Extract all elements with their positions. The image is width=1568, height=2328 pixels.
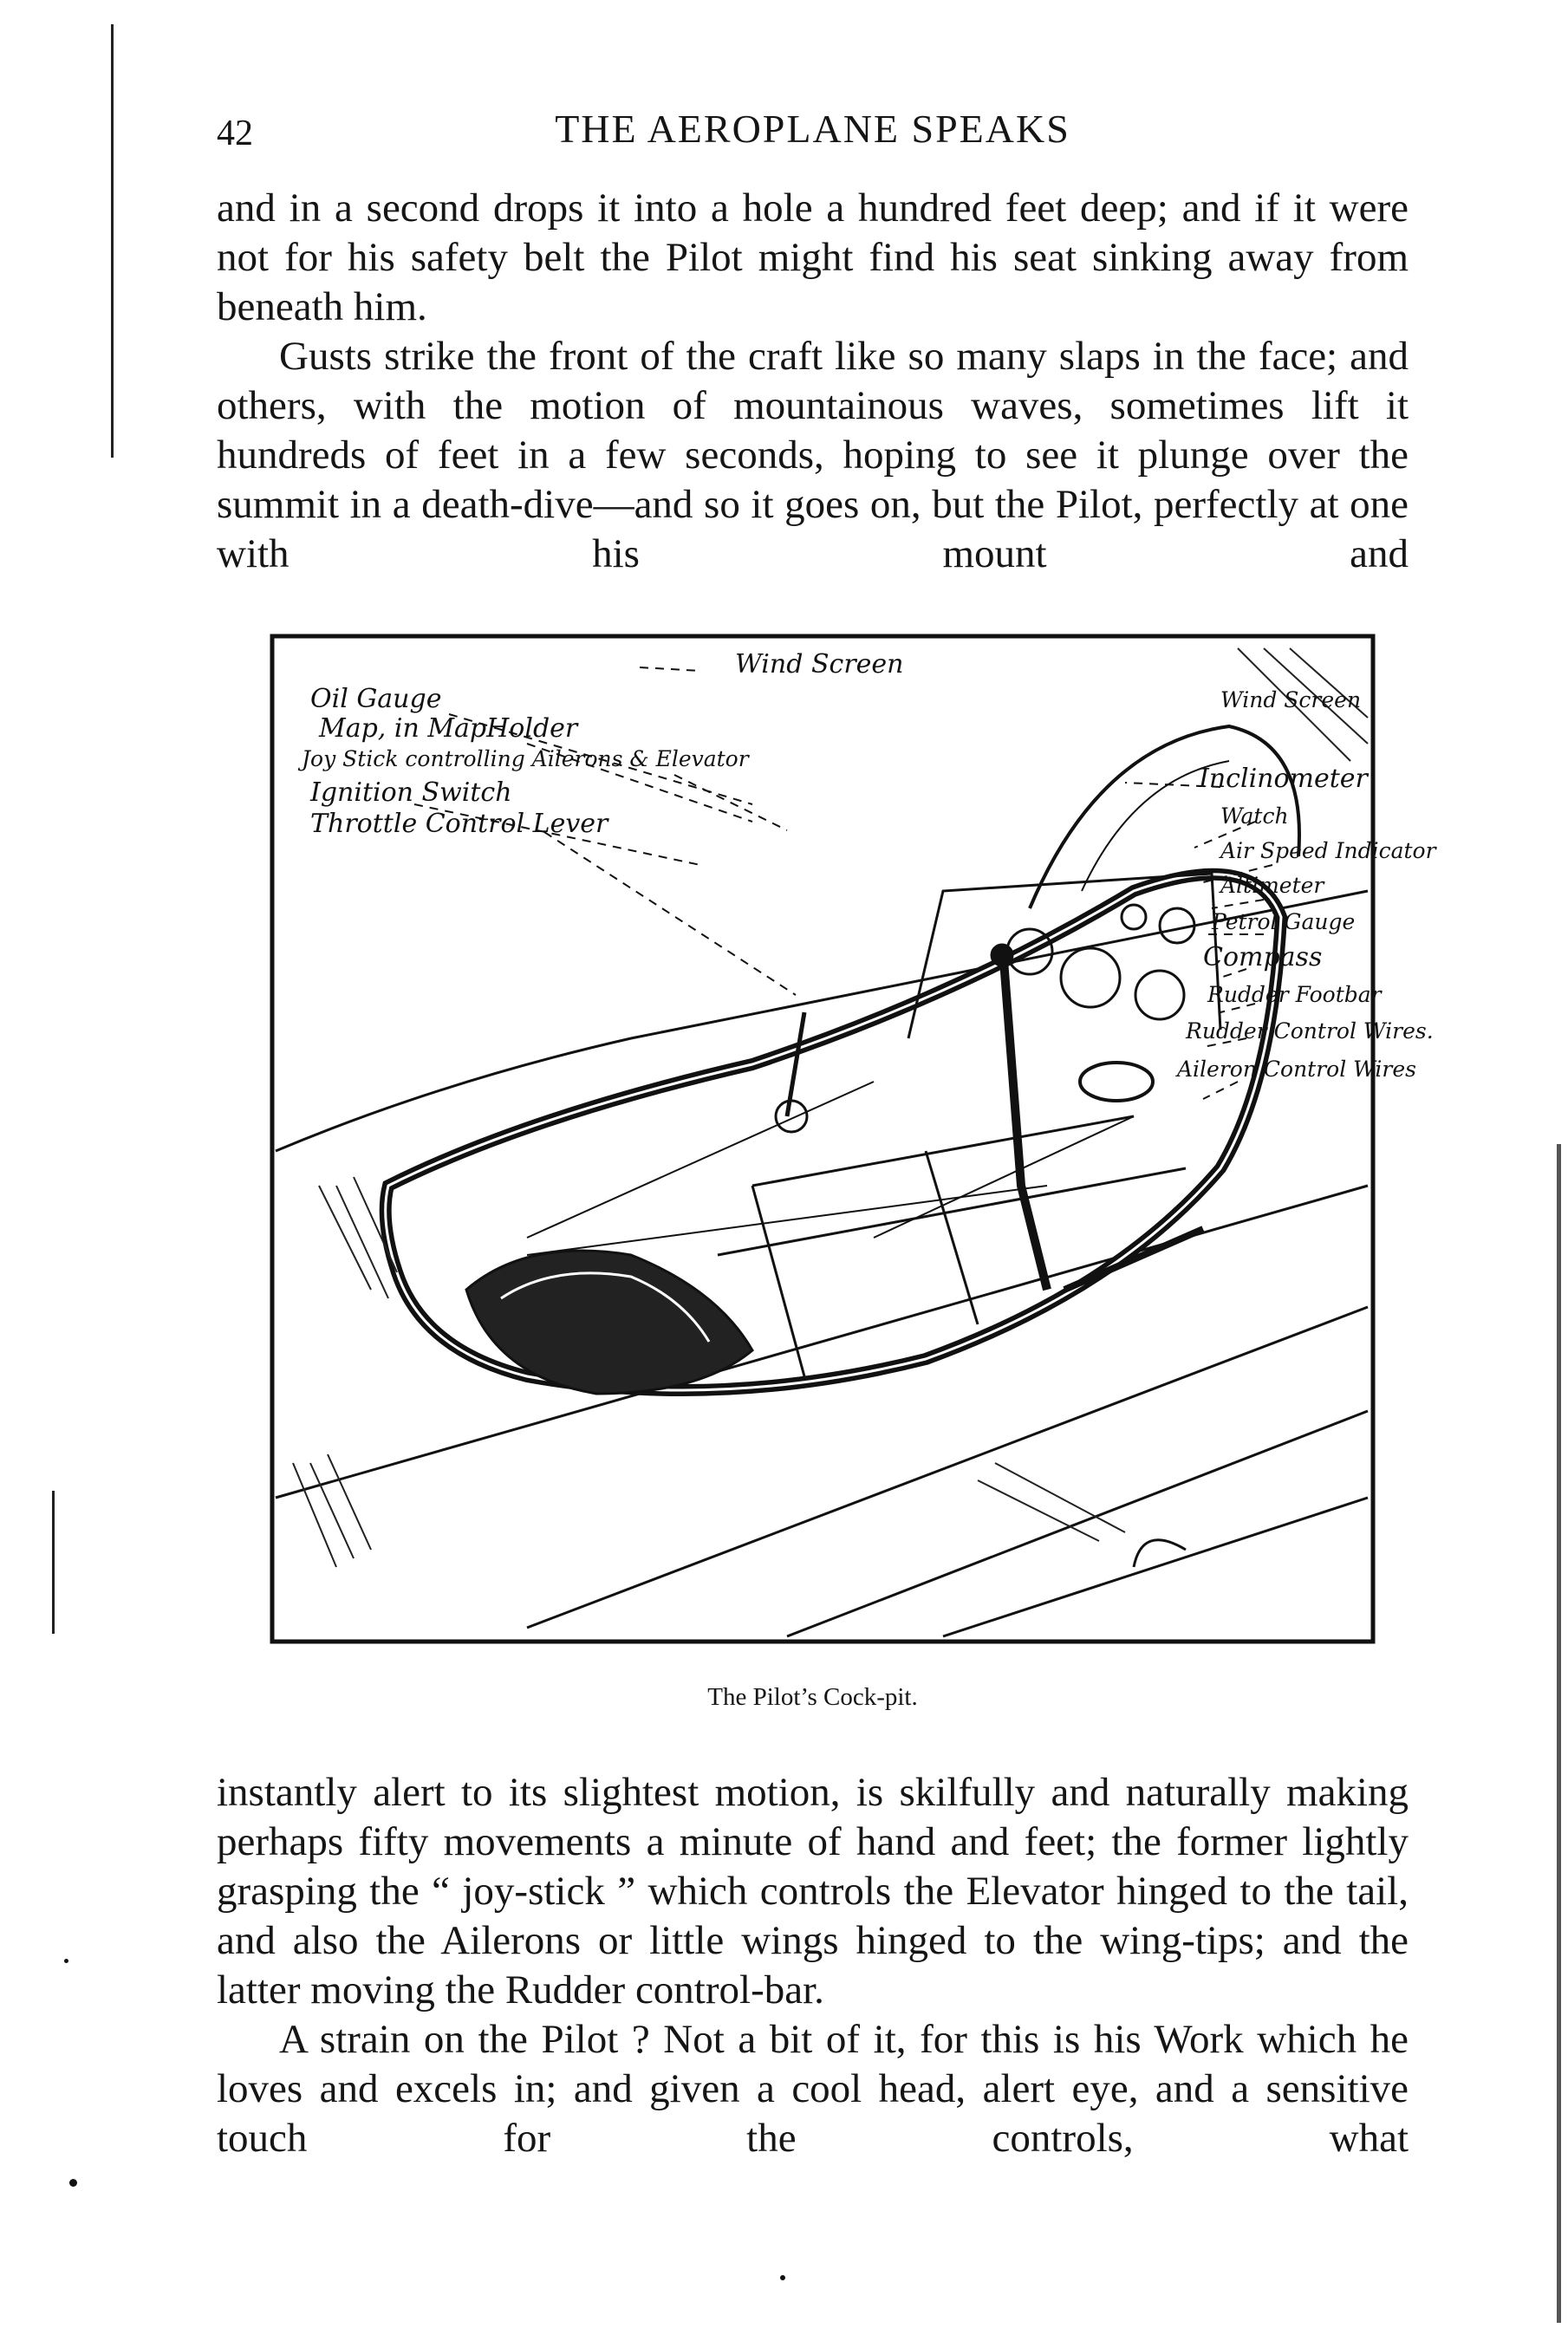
figure-caption: The Pilot’s Cock-pit. bbox=[707, 1683, 918, 1711]
margin-dot bbox=[64, 1959, 68, 1963]
label-rudder-wires: Rudder Control Wires. bbox=[1186, 1018, 1434, 1044]
label-map-holder: Map, in MapHolder bbox=[319, 713, 578, 744]
paragraph: A strain on the Pilot ? Not a bit of it, for this is his Work which he loves and excels in; and given a cool head, alert eye, and a sensitive touch for the controls, what bbox=[217, 2017, 1409, 2161]
label-ignition-switch: Ignition Switch bbox=[310, 777, 512, 808]
label-rudder-footbar: Rudder Footbar bbox=[1207, 982, 1382, 1007]
margin-dot bbox=[69, 2179, 77, 2187]
label-oil-gauge: Oil Gauge bbox=[310, 684, 442, 714]
margin-dot bbox=[780, 2275, 785, 2280]
label-wind-screen-top: Wind Screen bbox=[735, 649, 904, 680]
paragraph: Gusts strike the front of the craft like so many slaps in the face; and others, with the motion of mountainous waves, sometimes lift it hundreds of feet in a few seconds, hoping to see it plunge over the summit in a death-dive—and so it goes on, but the Pilot, perfectly at one with his mount and bbox=[217, 334, 1409, 576]
cockpit-illustration bbox=[267, 631, 1436, 1662]
running-head: THE AEROPLANE SPEAKS bbox=[555, 107, 1070, 151]
label-joy-stick: Joy Stick controlling Ailerons & Elevator bbox=[302, 746, 749, 771]
page-number: 42 bbox=[217, 114, 253, 153]
right-scan-edge bbox=[1557, 1144, 1561, 2323]
paragraph: and in a second drops it into a hole a hundred feet deep; and if it were not for his safety belt the Pilot might find his seat sinking away from beneath him. bbox=[217, 185, 1409, 329]
label-throttle-lever: Throttle Control Lever bbox=[310, 809, 608, 839]
label-air-speed: Air Speed Indicator bbox=[1220, 838, 1436, 863]
label-wind-screen-right: Wind Screen bbox=[1220, 687, 1362, 712]
page-header bbox=[217, 106, 1409, 175]
fuselage-drawing bbox=[276, 726, 1368, 1636]
left-binding-line bbox=[52, 1491, 55, 1634]
label-altimeter: Altimeter bbox=[1220, 873, 1324, 898]
body-text-bottom bbox=[217, 1768, 1409, 2163]
left-binding-line bbox=[111, 24, 114, 458]
label-watch: Watch bbox=[1220, 803, 1289, 829]
paragraph: instantly alert to its slightest motion, is skilfully and naturally making perhaps fifty movements a minute of hand and feet; the former lightly grasping the “ joy-stick ” which controls the Elevator hinged to the tail, and also the Ailerons or little wings hinged to the wing-tips; and the latter moving the Rudder control-bar. bbox=[217, 1770, 1409, 2013]
label-inclinometer: Inclinometer bbox=[1199, 764, 1368, 794]
label-compass: Compass bbox=[1203, 942, 1323, 972]
body-text-top bbox=[217, 184, 1409, 579]
label-aileron-wires: Aileron Control Wires bbox=[1177, 1057, 1416, 1082]
label-petrol-gauge: Petrol Gauge bbox=[1212, 909, 1356, 934]
